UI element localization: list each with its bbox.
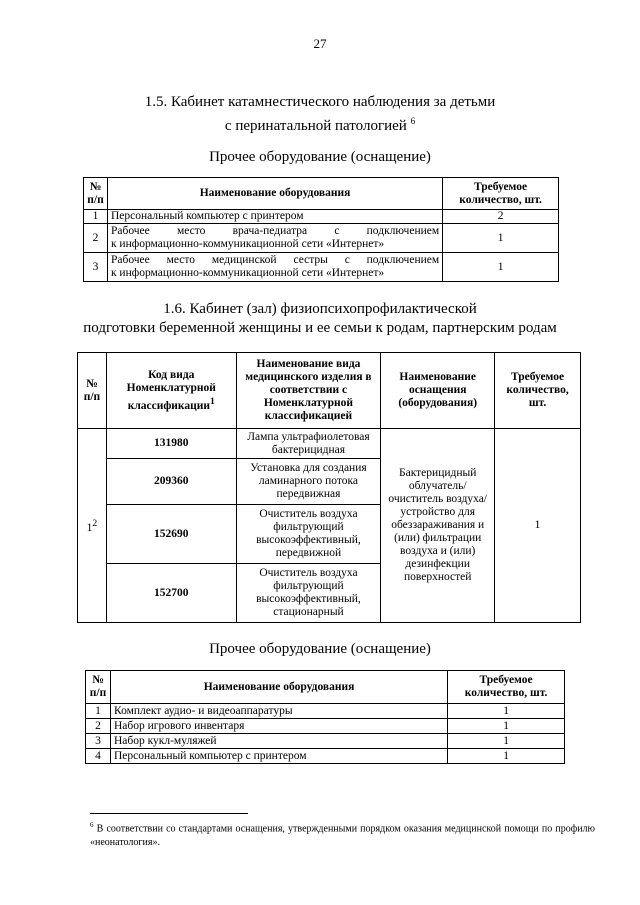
device-code: 131980 xyxy=(106,429,236,459)
footnote xyxy=(90,818,595,850)
row-name xyxy=(107,253,442,282)
section-1-6-title-line1: 1.6. Кабинет (зал) физиопсихопрофилактической xyxy=(163,301,477,317)
table-row xyxy=(84,210,559,224)
header-num: № п/п xyxy=(78,353,107,429)
device-code: 152690 xyxy=(106,505,236,564)
equipment-table-1-6 xyxy=(85,670,565,764)
row-name-line1: Рабочее место врача-педиатра с подключением xyxy=(110,225,440,237)
table-header-row xyxy=(84,178,559,210)
header-device-name: Наименование вида медицинского изделия в соответствии с Номенклатурной классификацией xyxy=(236,353,381,429)
row-qty: 1 xyxy=(443,224,559,253)
row-num: 2 xyxy=(84,224,108,253)
row-name: Комплект аудио- и видеоаппаратуры xyxy=(110,704,447,719)
row-name: Персональный компьютер с принтером xyxy=(110,749,447,764)
equipment-name: Бактерицидный облучатель/ очиститель воздуха/ устройство для обеззараживания и (или) фильтрации воздуха и (или) дезинфекции поверхностей xyxy=(381,429,495,623)
row-name: Персональный компьютер с принтером xyxy=(107,210,442,224)
table-row xyxy=(78,429,581,459)
row-num: 2 xyxy=(86,719,111,734)
device-code: 152700 xyxy=(106,564,236,623)
row-name-line1: Рабочее место медицинской сестры с подключением xyxy=(110,254,440,266)
device-code: 209360 xyxy=(106,459,236,505)
footnote-ref-6: 6 xyxy=(410,116,416,126)
footnote-text: В соответствии со стандартами оснащения, утвержденными порядком оказания медицинской помощи по профилю «неонатология». xyxy=(90,823,596,849)
row-num: 1 xyxy=(84,210,108,224)
section-1-5-title-line1: 1.5. Кабинет катамнестического наблюдения за детьми xyxy=(144,94,496,110)
header-equipment: Наименование оснащения (оборудования) xyxy=(381,353,495,429)
section-1-6-title-line2: подготовки беременной женщины и ее семьи к родам, партнерским родам xyxy=(83,320,557,336)
header-num: № п/п xyxy=(84,178,108,210)
row-num: 3 xyxy=(86,734,111,749)
header-qty: Требуемое количество, шт. xyxy=(443,178,559,210)
header-code xyxy=(106,353,236,429)
row-qty: 1 xyxy=(448,749,565,764)
row-qty: 1 xyxy=(448,704,565,719)
row-name xyxy=(107,224,442,253)
section-1-5-title-line2 xyxy=(0,112,640,136)
row-num xyxy=(78,429,107,623)
device-name: Лампа ультрафиолетовая бактерицидная xyxy=(236,429,381,459)
table-row xyxy=(84,224,559,253)
medical-devices-table-1-6 xyxy=(77,352,581,623)
header-name: Наименование оборудования xyxy=(110,671,447,704)
header-code-text: Код вида Номенклатурной классификации xyxy=(126,368,216,412)
row-num: 4 xyxy=(86,749,111,764)
row-qty: 1 xyxy=(448,734,565,749)
table-row xyxy=(86,719,565,734)
section-1-6-subtitle: Прочее оборудование (оснащение) xyxy=(209,641,431,657)
table-row xyxy=(86,749,565,764)
page-number: 27 xyxy=(313,36,327,51)
row-qty: 1 xyxy=(443,253,559,282)
table-header-row xyxy=(86,671,565,704)
device-name: Установка для создания ламинарного потока передвижная xyxy=(236,459,381,505)
row-num: 3 xyxy=(84,253,108,282)
header-num: № п/п xyxy=(86,671,111,704)
footnote-ref-1: 1 xyxy=(210,395,215,407)
required-qty: 1 xyxy=(495,429,581,623)
header-qty: Требуемое количество, шт. xyxy=(448,671,565,704)
header-name: Наименование оборудования xyxy=(107,178,442,210)
device-name: Очиститель воздуха фильтрующий высокоэффективный, стационарный xyxy=(236,564,381,623)
row-name: Набор кукл-муляжей xyxy=(110,734,447,749)
section-1-5-title-line2-text: с перинатальной патологией xyxy=(224,118,407,134)
row-num: 1 xyxy=(86,704,111,719)
table-row xyxy=(86,734,565,749)
equipment-table-1-5 xyxy=(83,177,559,282)
device-name: Очиститель воздуха фильтрующий высокоэффективный, передвижной xyxy=(236,505,381,564)
row-name: Набор игрового инвентаря xyxy=(110,719,447,734)
table-row xyxy=(84,253,559,282)
section-1-5-subtitle: Прочее оборудование (оснащение) xyxy=(209,149,431,165)
row-name-line2: к информационно-коммуникационной сети «Интернет» xyxy=(110,267,385,279)
table-row xyxy=(86,704,565,719)
footnote-ref-2: 2 xyxy=(92,517,98,529)
table-header-row xyxy=(78,353,581,429)
row-qty: 1 xyxy=(448,719,565,734)
header-qty: Требуемое количество, шт. xyxy=(495,353,581,429)
row-name-line2: к информационно-коммуникационной сети «Интернет» xyxy=(110,238,385,250)
footnote-divider xyxy=(90,813,248,814)
footnote-marker: 6 xyxy=(90,821,94,829)
row-qty: 2 xyxy=(443,210,559,224)
row-num-text: 1 xyxy=(86,521,93,534)
